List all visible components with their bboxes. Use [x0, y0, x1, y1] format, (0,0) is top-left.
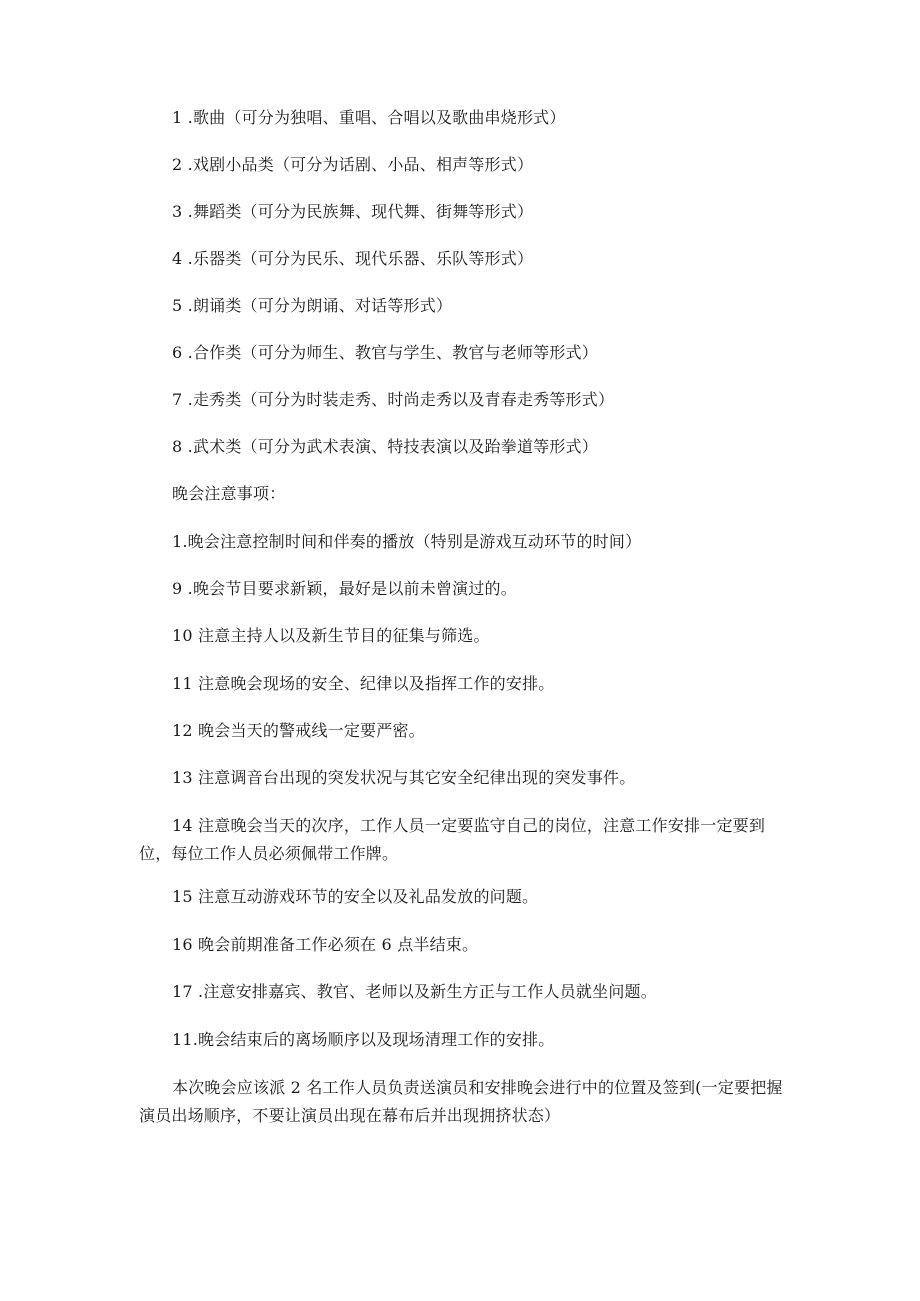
- program-type-item: 1 .歌曲（可分为独唱、重唱、合唱以及歌曲串烧形式）: [172, 108, 566, 127]
- note-item: 10 注意主持人以及新生节目的征集与筛选。: [172, 626, 490, 645]
- program-type-item: 6 .合作类（可分为师生、教官与学生、教官与老师等形式）: [172, 343, 598, 362]
- program-type-item: 3 .舞蹈类（可分为民族舞、现代舞、街舞等形式）: [172, 202, 534, 221]
- note-item: 11 注意晚会现场的安全、纪律以及指挥工作的安排。: [172, 674, 555, 693]
- note-item: 13 注意调音台出现的突发状况与其它安全纪律出现的突发事件。: [172, 768, 636, 787]
- closing-paragraph: 本次晚会应该派 2 名工作人员负责送演员和安排晚会进行中的位置及签到(一定要把握演员出场顺序，不要让演员出现在幕布后并出现拥挤状态）: [139, 1078, 783, 1125]
- note-item: 1.晚会注意控制时间和伴奏的播放（特别是游戏互动环节的时间）: [172, 532, 642, 551]
- note-item: 11.晚会结束后的离场顺序以及现场清理工作的安排。: [172, 1030, 555, 1049]
- note-item: 9 .晚会节目要求新颖，最好是以前未曾演过的。: [172, 579, 517, 598]
- program-type-item: 8 .武术类（可分为武术表演、特技表演以及跆拳道等形式）: [172, 437, 598, 456]
- program-type-item: 7 .走秀类（可分为时装走秀、时尚走秀以及青春走秀等形式）: [172, 390, 615, 409]
- note-item: 16 晚会前期准备工作必须在 6 点半结束。: [172, 935, 479, 954]
- program-type-item: 4 .乐器类（可分为民乐、现代乐器、乐队等形式）: [172, 249, 534, 268]
- program-type-item: 2 .戏剧小品类（可分为话剧、小品、相声等形式）: [172, 155, 534, 174]
- program-type-item: 5 .朗诵类（可分为朗诵、对话等形式）: [172, 296, 453, 315]
- notes-heading: 晚会注意事项：: [172, 484, 286, 503]
- note-item-wrapped: 14 注意晚会当天的次序，工作人员一定要监守自己的岗位，注意工作安排一定要到位，每位工作人员必须佩带工作牌。: [139, 816, 766, 863]
- note-item: 12 晚会当天的警戒线一定要严密。: [172, 721, 425, 740]
- note-item: 15 注意互动游戏环节的安全以及礼品发放的问题。: [172, 887, 539, 906]
- note-item: 17 .注意安排嘉宾、教官、老师以及新生方正与工作人员就坐问题。: [172, 982, 657, 1001]
